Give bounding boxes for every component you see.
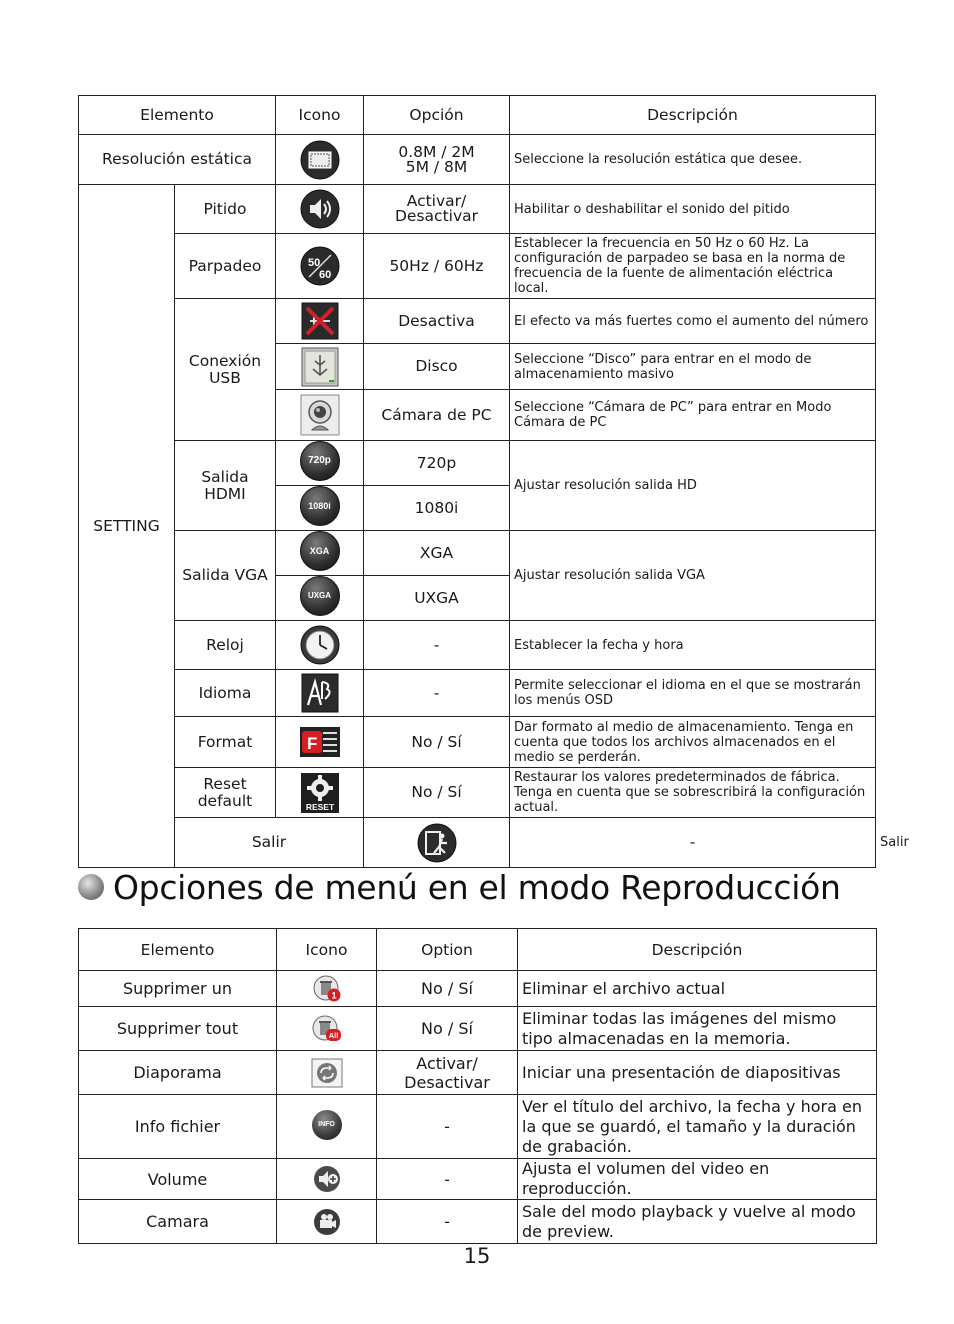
option-info-fichier: - <box>377 1095 518 1159</box>
item-usb-line2: USB <box>209 368 241 387</box>
header-option: Option <box>377 929 518 971</box>
desc-supprimer-tout: Eliminar todas las imágenes del mismo tipo almacenadas en la memoria. <box>518 1007 877 1051</box>
option-idioma: - <box>364 670 510 717</box>
item-supprimer-tout: Supprimer tout <box>79 1007 277 1051</box>
desc-parpadeo: Establecer la frecuencia en 50 Hz o 60 Hz. La configuración de parpadeo se basa en la norma de frecuencia de la fuente de alimentación eléctrica local. <box>510 234 876 299</box>
hdmi-1080i-icon-label: 1080i <box>308 501 331 511</box>
desc-vga: Ajustar resolución salida VGA <box>510 531 876 621</box>
table-row <box>79 1007 877 1051</box>
option-usb-desactiva: Desactiva <box>364 299 510 344</box>
header-elemento: Elemento <box>79 929 277 971</box>
item-volume: Volume <box>79 1159 277 1200</box>
option-reset: No / Sí <box>364 768 510 818</box>
desc-diaporama: Iniciar una presentación de diapositivas <box>518 1051 877 1095</box>
desc-hdmi: Ajustar resolución salida HD <box>510 441 876 531</box>
hdmi-720p-icon <box>300 441 340 481</box>
desc-usb-camara-pc: Seleccione “Cámara de PC” para entrar en Modo Cámara de PC <box>510 390 876 441</box>
item-resolucion: Resolución estática <box>79 135 276 185</box>
item-pitido: Pitido <box>175 185 276 234</box>
setting-label: SETTING <box>79 185 175 868</box>
option-camara: - <box>377 1200 518 1244</box>
item-hdmi-line2: HDMI <box>204 484 246 503</box>
table-header-row <box>79 929 877 971</box>
language-icon <box>301 673 339 713</box>
usb-disk-icon <box>301 347 339 387</box>
option-pitido-line1: Activar/ <box>406 192 467 210</box>
image-size-icon <box>300 140 340 180</box>
item-usb-line1: Conexión <box>188 351 262 370</box>
option-supprimer-un: No / Sí <box>377 971 518 1007</box>
option-reloj: - <box>364 621 510 670</box>
exit-icon <box>417 823 457 863</box>
option-resolucion-line1: 0.8M / 2M <box>398 142 475 161</box>
table-row <box>79 135 876 185</box>
option-hdmi-720p: 720p <box>364 441 510 486</box>
video-camera-icon <box>312 1207 342 1237</box>
page-number: 15 <box>463 1244 491 1268</box>
info-icon <box>312 1110 342 1140</box>
item-parpadeo: Parpadeo <box>175 234 276 299</box>
desc-info-fichier: Ver el título del archivo, la fecha y hora en la que se guardó, el tamaño y la duración de grabación. <box>518 1095 877 1159</box>
reset-icon-label: RESET <box>305 801 334 812</box>
item-vga: Salida VGA <box>175 531 276 621</box>
section-heading-text: Opciones de menú en el modo Reproducción <box>113 867 841 907</box>
item-info-fichier: Info fichier <box>79 1095 277 1159</box>
item-hdmi-line1: Salida <box>201 467 249 486</box>
item-diaporama: Diaporama <box>79 1051 277 1095</box>
vga-xga-icon-label: XGA <box>309 546 330 556</box>
delete-all-badge: All <box>328 1030 338 1040</box>
option-usb-camara-pc: Cámara de PC <box>364 390 510 441</box>
format-icon-letter: F <box>306 734 317 753</box>
table-row <box>79 1200 877 1244</box>
table-row <box>79 717 876 768</box>
item-reset-line1: Reset <box>203 774 247 793</box>
section-heading <box>78 866 841 908</box>
option-volume: - <box>377 1159 518 1200</box>
clock-icon <box>300 625 340 665</box>
table-row <box>79 621 876 670</box>
option-vga-xga: XGA <box>364 531 510 576</box>
settings-menu-table <box>78 95 909 868</box>
desc-volume: Ajusta el volumen del video en reproducción. <box>518 1159 877 1200</box>
desc-reloj: Establecer la fecha y hora <box>510 621 876 670</box>
item-salir: Salir <box>175 818 364 868</box>
flicker-icon-bottom-text: 60 <box>318 269 331 281</box>
table-row <box>79 1159 877 1200</box>
table-row: Salir - Salir <box>79 818 876 868</box>
info-icon-label: INFO <box>318 1120 335 1128</box>
vga-xga-icon <box>300 531 340 571</box>
table-row <box>79 670 876 717</box>
vga-uxga-icon <box>300 576 340 616</box>
flicker-50-60-icon <box>300 246 340 286</box>
table-row <box>79 971 877 1007</box>
delete-one-badge: 1 <box>330 990 337 1000</box>
bullet-icon <box>78 874 104 900</box>
hdmi-720p-icon-label: 720p <box>308 455 331 466</box>
table-header-row <box>79 96 876 135</box>
item-reset-line2: default <box>197 791 253 810</box>
option-pitido-line2: Desactivar <box>395 207 478 225</box>
webcam-icon <box>300 394 340 436</box>
desc-usb-disco: Seleccione “Disco” para entrar en el modo de almacenamiento masivo <box>510 344 876 390</box>
usb-off-icon <box>301 302 339 340</box>
desc-format: Dar formato al medio de almacenamiento. Tenga en cuenta que todos los archivos almacenados en el medio se perderán. <box>510 717 876 768</box>
option-hdmi-1080i: 1080i <box>364 486 510 531</box>
volume-icon <box>312 1165 342 1193</box>
option-usb-disco: Disco <box>364 344 510 390</box>
delete-one-icon <box>313 975 341 1003</box>
desc-resolucion: Seleccione la resolución estática que desee. <box>510 135 876 185</box>
flicker-icon-top-text: 50 <box>307 257 320 269</box>
item-camara: Camara <box>79 1200 277 1244</box>
header-icono: Icono <box>276 96 364 135</box>
table-row <box>79 1095 877 1159</box>
table-row <box>79 531 876 576</box>
desc-pitido: Habilitar o deshabilitar el sonido del pitido <box>510 185 876 234</box>
reset-gear-icon <box>300 772 340 814</box>
item-idioma: Idioma <box>175 670 276 717</box>
header-descripcion: Descripción <box>510 96 876 135</box>
option-diaporama-line2: Desactivar <box>404 1072 490 1092</box>
table-row <box>79 768 876 818</box>
option-salir: - <box>510 818 876 868</box>
option-format: No / Sí <box>364 717 510 768</box>
desc-idioma: Permite seleccionar el idioma en el que se mostrarán los menús OSD <box>510 670 876 717</box>
header-elemento: Elemento <box>79 96 276 135</box>
header-descripcion: Descripción <box>518 929 877 971</box>
item-supprimer-un: Supprimer un <box>79 971 277 1007</box>
header-opcion: Opción <box>364 96 510 135</box>
playback-menu-table <box>78 928 877 1244</box>
option-resolucion-line2: 5M / 8M <box>405 157 468 176</box>
delete-all-icon <box>312 1015 342 1043</box>
desc-camara: Sale del modo playback y vuelve al modo de preview. <box>518 1200 877 1244</box>
slideshow-icon <box>311 1058 343 1088</box>
speaker-icon <box>300 189 340 229</box>
header-icono: Icono <box>277 929 377 971</box>
hdmi-1080i-icon <box>300 486 340 526</box>
option-supprimer-tout: No / Sí <box>377 1007 518 1051</box>
vga-uxga-icon-label: UXGA <box>307 591 332 600</box>
table-row <box>79 299 876 344</box>
table-row <box>79 234 876 299</box>
option-diaporama-line1: Activar/ <box>416 1053 478 1073</box>
desc-reset: Restaurar los valores predeterminados de fábrica. Tenga en cuenta que se sobrescribirá la configuración actual. <box>510 768 876 818</box>
table-row <box>79 185 876 234</box>
option-parpadeo: 50Hz / 60Hz <box>364 234 510 299</box>
format-icon <box>299 726 341 758</box>
desc-supprimer-un: Eliminar el archivo actual <box>518 971 877 1007</box>
item-format: Format <box>175 717 276 768</box>
table-row <box>79 1051 877 1095</box>
table-row <box>79 441 876 486</box>
item-reloj: Reloj <box>175 621 276 670</box>
desc-usb-desactiva: El efecto va más fuertes como el aumento del número <box>510 299 876 344</box>
option-vga-uxga: UXGA <box>364 576 510 621</box>
